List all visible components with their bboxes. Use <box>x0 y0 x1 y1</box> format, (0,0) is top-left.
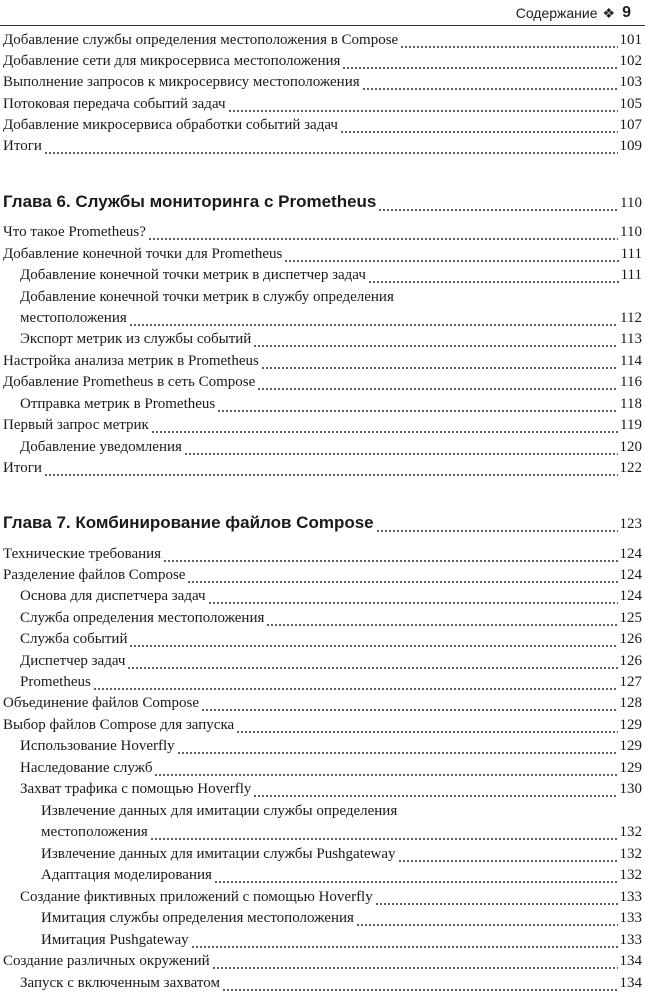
entry-page-number: 125 <box>619 610 642 626</box>
toc-entry <box>20 651 642 671</box>
entry-title: местоположения <box>41 824 148 840</box>
dot-leader <box>44 136 618 156</box>
toc-entry <box>20 779 642 799</box>
entry-page-number: 109 <box>619 138 642 154</box>
entry-page-number: 133 <box>619 932 642 948</box>
toc-entry <box>20 736 642 756</box>
entry-title: Отправка метрик в Prometheus <box>20 396 216 412</box>
toc-entry <box>3 351 642 371</box>
entry-page-number: 102 <box>619 53 642 69</box>
toc-entry <box>3 372 642 392</box>
entry-title: Наследование служб <box>20 760 153 776</box>
entry-title: Имитация Pushgateway <box>41 932 189 948</box>
entry-page-number: 127 <box>619 674 642 690</box>
entry-page-number: 134 <box>619 975 642 991</box>
entry-title: Что такое Prometheus? <box>3 224 146 240</box>
entry-title: Настройка анализа метрик в Prometheus <box>3 353 259 369</box>
entry-title: Добавление сети для микросервиса местоположения <box>3 53 341 69</box>
toc-entry <box>20 586 642 606</box>
dot-leader <box>342 51 617 71</box>
dot-leader <box>191 930 618 950</box>
toc-entry <box>3 544 642 564</box>
dot-leader <box>151 415 618 435</box>
toc-entry <box>3 94 642 114</box>
entry-page-number: 126 <box>619 653 642 669</box>
dot-leader <box>44 458 618 478</box>
entry-page-number: 134 <box>619 953 642 969</box>
entry-title: Добавление Prometheus в сеть Compose <box>3 374 256 390</box>
dot-leader <box>228 94 618 114</box>
entry-page-number: 111 <box>620 246 642 262</box>
entry-page-number: 129 <box>619 717 642 733</box>
entry-page-number: 101 <box>619 32 642 48</box>
entry-title: Извлечение данных для имитации службы определения <box>41 803 398 819</box>
dot-leader <box>217 394 618 414</box>
entry-title: Захват трафика с помощью Hoverfly <box>20 781 252 797</box>
toc-entry <box>3 30 642 50</box>
dot-leader <box>212 951 618 971</box>
entry-page-number: 105 <box>619 96 642 112</box>
entry-title: Служба определения местоположения <box>20 610 265 626</box>
chapter-title: Глава 6. Службы мониторинга с Prometheus <box>3 192 377 211</box>
toc-entry <box>20 308 642 328</box>
entry-title: Добавление микросервиса обработки событий задач <box>3 117 338 133</box>
dot-leader <box>378 194 618 214</box>
entry-page-number: 107 <box>619 117 642 133</box>
entry-page-number: 119 <box>620 417 642 433</box>
entry-page-number: 120 <box>619 439 642 455</box>
entry-page-number: 124 <box>619 546 642 562</box>
entry-title: Добавление конечной точки метрик в службу определения <box>20 289 394 305</box>
entry-page-number: 132 <box>619 846 642 862</box>
toc-entry <box>20 329 642 349</box>
toc-entry <box>20 287 642 307</box>
dot-leader <box>129 308 618 328</box>
dot-leader <box>208 586 618 606</box>
entry-page-number: 130 <box>619 781 642 797</box>
toc-entry <box>41 865 642 885</box>
entry-page-number: 124 <box>619 567 642 583</box>
toc-entry <box>3 72 642 92</box>
entry-title: Использование Hoverfly <box>20 738 175 754</box>
toc-entry <box>20 437 642 457</box>
dot-leader <box>148 222 618 242</box>
entry-page-number: 114 <box>620 353 642 369</box>
entry-title: Добавление уведомления <box>20 439 182 455</box>
dot-leader <box>362 72 618 92</box>
dot-leader <box>266 608 617 628</box>
toc-entry <box>20 887 642 907</box>
toc-entry <box>41 930 642 950</box>
entry-page-number: 133 <box>619 910 642 926</box>
toc-entry <box>20 265 642 285</box>
toc-chapter <box>3 511 642 535</box>
entry-title: Технические требования <box>3 546 162 562</box>
header-section-title: Содержание <box>515 5 598 21</box>
entry-title: Запуск с включенным захватом <box>20 975 220 991</box>
entry-title: Добавление конечной точки для Prometheus <box>3 246 283 262</box>
entry-page-number: 132 <box>619 867 642 883</box>
entry-page-number: 116 <box>620 374 642 390</box>
entry-title: Добавление службы определения местоположения в Compose <box>3 32 399 48</box>
dot-leader <box>150 822 618 842</box>
dot-leader <box>201 693 617 713</box>
dot-leader <box>127 651 617 671</box>
dot-leader <box>257 372 618 392</box>
toc-entry <box>3 51 642 71</box>
page-number: 9 <box>622 4 631 21</box>
toc-entry <box>3 415 642 435</box>
entry-title: Первый запрос метрик <box>3 417 149 433</box>
entry-title: Добавление конечной точки метрик в диспетчер задач <box>20 267 366 283</box>
dot-leader <box>177 736 618 756</box>
toc-entry <box>3 458 642 478</box>
dot-leader <box>129 629 617 649</box>
entry-page-number: 110 <box>620 195 642 211</box>
entry-page-number: 122 <box>619 460 642 476</box>
entry-title: Экспорт метрик из службы событий <box>20 331 252 347</box>
dot-leader <box>163 544 617 564</box>
dot-leader <box>340 115 618 135</box>
entry-page-number: 112 <box>620 310 642 326</box>
entry-title: Служба событий <box>20 631 128 647</box>
entry-title: Имитация службы определения местоположения <box>41 910 354 926</box>
dot-leader <box>214 865 618 885</box>
entry-title: местоположения <box>20 310 127 326</box>
toc-entry <box>20 608 642 628</box>
entry-page-number: 111 <box>620 267 642 283</box>
entry-title: Извлечение данных для имитации службы Pushgateway <box>41 846 396 862</box>
dot-leader <box>184 437 618 457</box>
dot-leader <box>187 565 617 585</box>
dot-leader <box>375 887 618 907</box>
entry-title: Prometheus <box>20 674 91 690</box>
entry-title: Выполнение запросов к микросервису местоположения <box>3 74 360 90</box>
dot-leader <box>376 515 618 535</box>
entry-title: Итоги <box>3 138 42 154</box>
dot-leader <box>284 244 618 264</box>
toc-entry <box>3 693 642 713</box>
entry-page-number: 133 <box>619 889 642 905</box>
entry-title: Итоги <box>3 460 42 476</box>
toc-entry <box>20 629 642 649</box>
entry-title: Создание различных окружений <box>3 953 210 969</box>
entry-title: Потоковая передача событий задач <box>3 96 226 112</box>
dot-leader <box>253 779 617 799</box>
entry-page-number: 103 <box>619 74 642 90</box>
toc-entry <box>41 844 642 864</box>
dot-leader <box>236 715 617 735</box>
entry-page-number: 124 <box>619 588 642 604</box>
entry-title: Диспетчер задач <box>20 653 126 669</box>
dot-leader <box>253 329 618 349</box>
entry-page-number: 129 <box>619 738 642 754</box>
toc-entry <box>3 136 642 156</box>
entry-page-number: 113 <box>620 331 642 347</box>
toc-entry <box>20 973 642 993</box>
entry-page-number: 132 <box>619 824 642 840</box>
toc-entry <box>3 715 642 735</box>
dot-leader <box>400 30 617 50</box>
toc-entry <box>41 801 642 821</box>
chapter-title: Глава 7. Комбинирование файлов Compose <box>3 513 374 532</box>
entry-page-number: 123 <box>619 516 642 532</box>
entry-title: Адаптация моделирования <box>41 867 212 883</box>
entry-title: Разделение файлов Compose <box>3 567 186 583</box>
entry-page-number: 128 <box>619 695 642 711</box>
toc-entry <box>41 908 642 928</box>
toc-entry <box>20 394 642 414</box>
toc-entry <box>41 822 642 842</box>
dot-leader <box>261 351 618 371</box>
entry-title: Выбор файлов Compose для запуска <box>3 717 235 733</box>
entry-title: Объединение файлов Compose <box>3 695 200 711</box>
entry-title: Основа для диспетчера задач <box>20 588 206 604</box>
fleuron-icon: ❖ <box>602 4 616 21</box>
toc-entry <box>20 672 642 692</box>
toc-entry <box>20 758 642 778</box>
dot-leader <box>154 758 617 778</box>
entry-page-number: 110 <box>620 224 642 240</box>
dot-leader <box>356 908 618 928</box>
dot-leader <box>368 265 619 285</box>
entry-page-number: 129 <box>619 760 642 776</box>
dot-leader <box>93 672 618 692</box>
entry-page-number: 118 <box>620 396 642 412</box>
toc-entry <box>3 244 642 264</box>
toc-entry <box>3 565 642 585</box>
dot-leader <box>398 844 618 864</box>
toc-chapter <box>3 190 642 214</box>
toc-entry <box>3 951 642 971</box>
entry-page-number: 126 <box>619 631 642 647</box>
dot-leader <box>222 973 618 993</box>
entry-title: Создание фиктивных приложений с помощью Hoverfly <box>20 889 373 905</box>
toc-entry <box>3 115 642 135</box>
toc-entry <box>3 222 642 242</box>
